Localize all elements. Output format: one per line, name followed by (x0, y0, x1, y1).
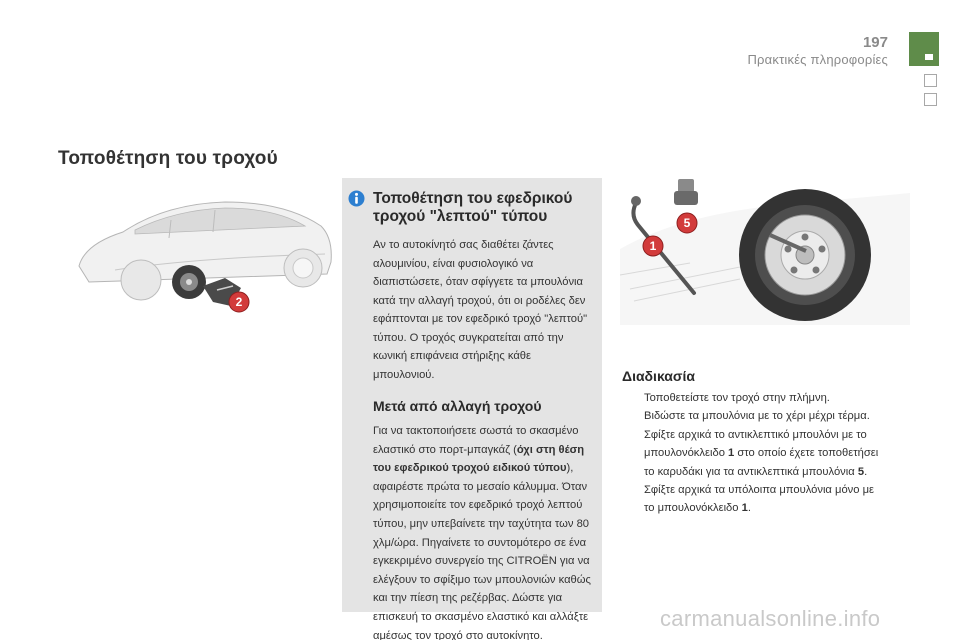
after-change-text-part2: ), αφαιρέστε πρώτα το μεσαίο κάλυμμα. Όταν χρησιμοποιείτε τον εφεδρικό τροχό λεπτού τύπου, μην υπεβαίνετε την ταχύτητα των 80 χλμ/ώρα. Πηγαίνετε το συντομότερο σε ένα εγκεκριμένο συνεργείο της CITROËN για να ελέγξουν το σφίξιμο των μπουλονιών καθώς και την πίεση της ρεζέρβας. Δώστε για επισκευή το σκασμένο ελαστικό και αλλάξτε αμέσως τον τροχό στο αυτοκίνητο. (373, 462, 591, 640)
callout-2-label: 2 (235, 295, 243, 309)
info-panel (342, 178, 602, 640)
info-panel-title: Τοποθέτηση του εφεδρικού τροχού "λεπτού" τύπου (373, 190, 573, 225)
callout-5 (676, 212, 698, 234)
callout-2 (228, 291, 250, 313)
info-icon (348, 190, 365, 207)
step-text: στο οποίο έχετε τοποθετήσει το καρυδάκι για τα αντικλεπτικά μπουλόνια (644, 447, 879, 478)
step-ref-wrench: 1 (741, 502, 748, 515)
info-panel-text: Αν το αυτοκίνητό σας διαθέτει ζάντες αλουμινίου, είναι φυσιολογικό να διαπιστώσετε, όταν σφίγγετε τα μπουλόνια κατά την αλλαγή τροχού, ότι οι ροδέλες δεν εφάπτονται με τον εφεδρικό τροχό "λεπτού" τύπου. Ο τροχός συγκρατείται από την κωνική επιφάνεια στήριξης κάθε μπουλονιού. (373, 239, 588, 381)
tab-marker (925, 54, 933, 60)
procedure-steps (622, 389, 882, 518)
after-change-text-bold: όχι στη θέση του εφεδρικού τροχού ειδικού τύπου (373, 443, 585, 475)
procedure-step (622, 481, 882, 518)
step-text: Τοποθετείστε τον τροχό στην πλήμνη. (644, 392, 830, 404)
after-change-text-part1: Για να τακτοποιήσετε σωστά το σκασμένο ελαστικό στο πορτ-μπαγκάζ ( (373, 425, 579, 456)
anti-theft-socket (674, 179, 698, 205)
callout-1-label: 1 (649, 239, 657, 253)
callout-1 (642, 235, 664, 257)
car-wheel-detail (172, 265, 206, 299)
procedure-step (622, 426, 882, 481)
step-text: . (864, 465, 868, 478)
procedure-step (622, 389, 882, 407)
callout-5-label: 5 (683, 216, 691, 230)
procedure-step (622, 407, 882, 425)
step-ref-wrench: 1 (728, 447, 735, 460)
procedure-title: Διαδικασία (622, 368, 695, 384)
page-number: 197 (862, 34, 888, 51)
after-change-text (373, 422, 592, 640)
tab-box (924, 93, 937, 106)
section-tab (909, 32, 939, 66)
spare-wheel (739, 189, 871, 321)
after-change-subtitle: Μετά από αλλαγή τροχού (373, 398, 542, 414)
step-ref-socket: 5 (857, 465, 865, 478)
watermark: carmanualsonline.info (660, 606, 881, 631)
tab-box (924, 74, 937, 87)
step-text: Βιδώστε τα μπουλόνια με το χέρι μέχρι τέρμα. (644, 410, 870, 423)
step-text: Σφίξτε αρχικά τα υπόλοιπα μπουλόνια μόνο με το μπουλονόκλειδο (644, 484, 875, 515)
car-illustration (75, 182, 337, 318)
step-text: Σφίξτε αρχικά το αντικλεπτικό μπουλόνι με το μπουλονόκλειδο (644, 428, 867, 460)
step-text: . (747, 502, 751, 515)
page-title: Τοποθέτηση του τροχού (58, 148, 278, 169)
section-name: Πρακτικές πληροφορίες (747, 52, 888, 67)
